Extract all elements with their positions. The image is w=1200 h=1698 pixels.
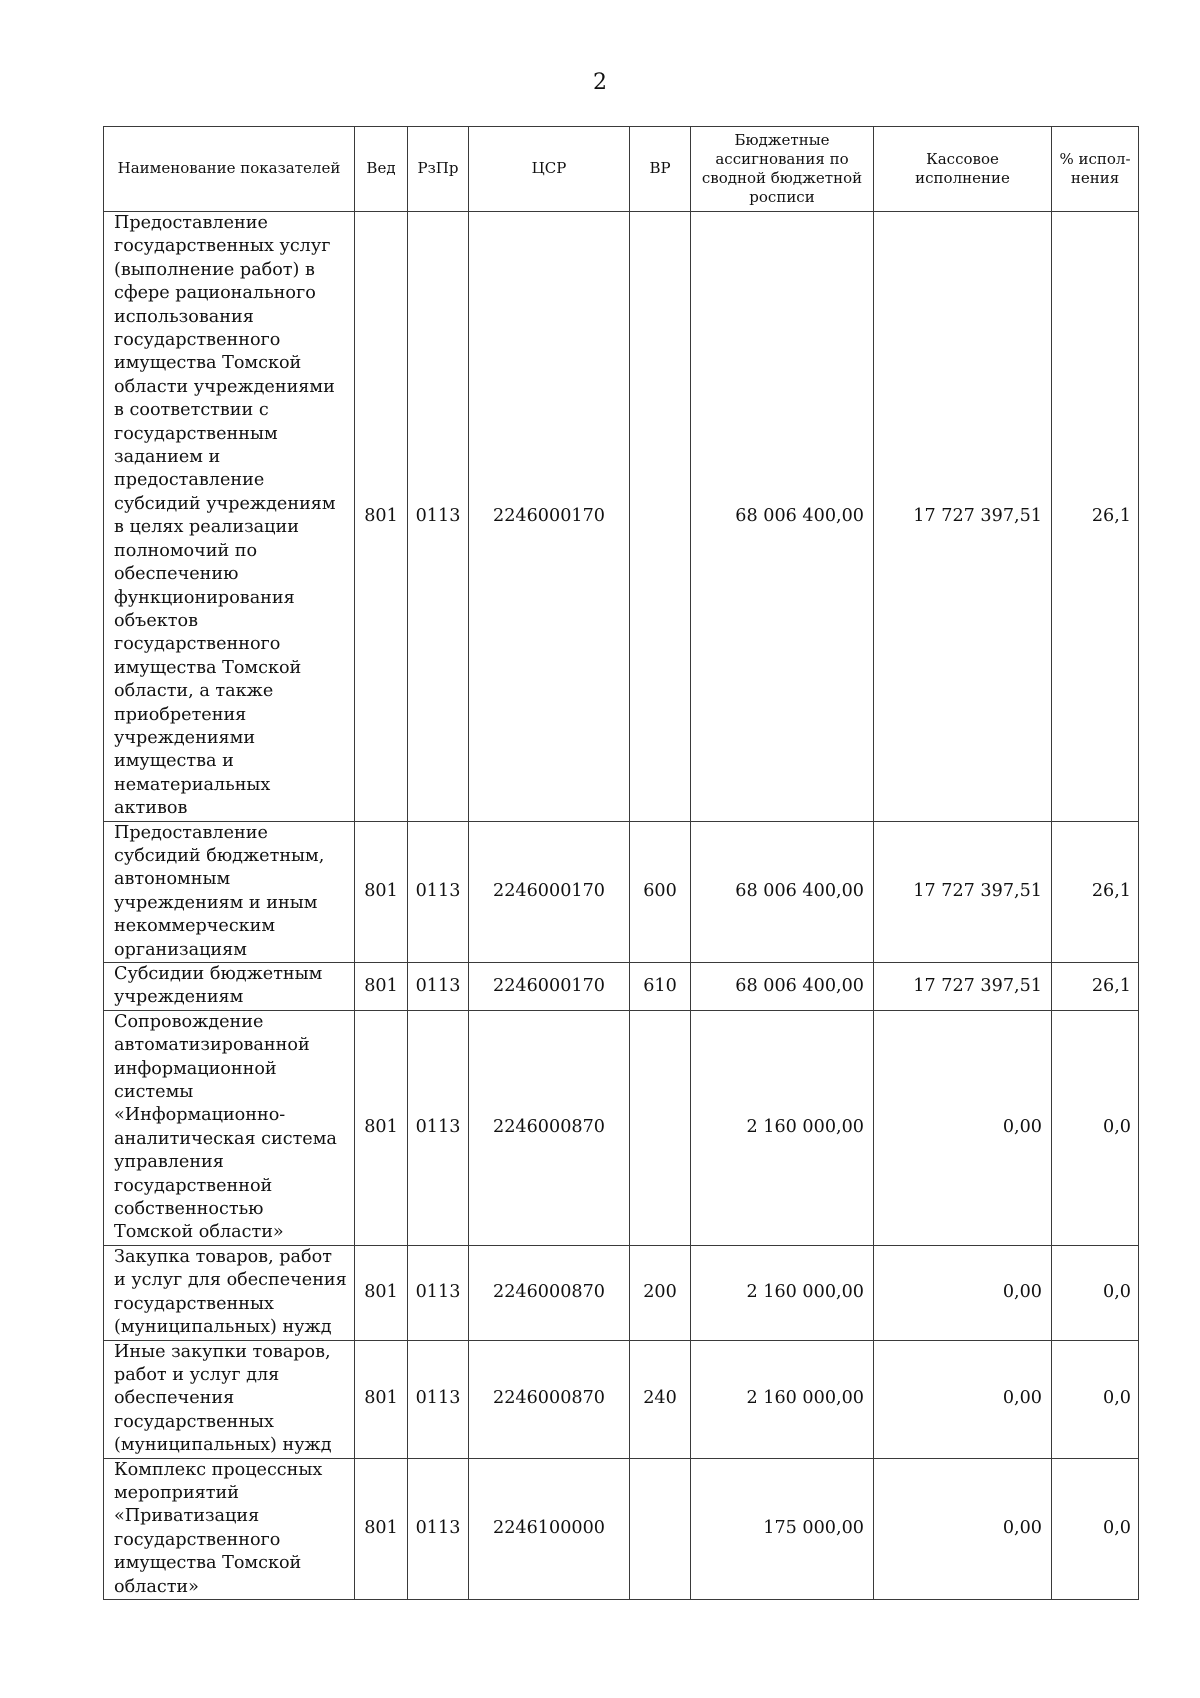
row-percent: 0,0 (1052, 1458, 1139, 1599)
row-csr: 2246000870 (469, 1340, 630, 1458)
row-rzpr: 0113 (408, 1245, 469, 1340)
row-name: Субсидии бюджетным учреждениям (104, 963, 355, 1011)
row-vr: 600 (630, 821, 691, 962)
row-rzpr: 0113 (408, 212, 469, 822)
header-name: Наименование показателей (104, 127, 355, 212)
row-name: Закупка товаров, работ и услуг для обеспечения государственных (муниципальных) нужд (104, 1245, 355, 1340)
header-rzpr: РзПр (408, 127, 469, 212)
row-rzpr: 0113 (408, 1458, 469, 1599)
table-row (104, 821, 1139, 962)
row-ved: 801 (355, 1340, 408, 1458)
row-vr (630, 1458, 691, 1599)
page-number: 2 (593, 70, 607, 95)
row-rzpr: 0113 (408, 821, 469, 962)
header-percent: % испол-нения (1052, 127, 1139, 212)
row-ved: 801 (355, 821, 408, 962)
row-ved: 801 (355, 963, 408, 1011)
row-vr (630, 1010, 691, 1245)
header-ved: Вед (355, 127, 408, 212)
row-csr: 2246000170 (469, 963, 630, 1011)
row-csr: 2246100000 (469, 1458, 630, 1599)
row-name: Предоставление субсидий бюджетным, автономным учреждениям и иным некоммерческим организациям (104, 821, 355, 962)
row-budget: 175 000,00 (691, 1458, 874, 1599)
row-budget: 68 006 400,00 (691, 212, 874, 822)
row-percent: 0,0 (1052, 1010, 1139, 1245)
row-cash: 0,00 (874, 1245, 1052, 1340)
row-cash: 0,00 (874, 1010, 1052, 1245)
row-percent: 0,0 (1052, 1340, 1139, 1458)
table-row (104, 1458, 1139, 1599)
budget-execution-table (103, 126, 1139, 1600)
row-name: Сопровождение автоматизированной информационной системы «Информационно-аналитическая система управления государственной собственностью Томской области» (104, 1010, 355, 1245)
header-csr: ЦСР (469, 127, 630, 212)
row-percent: 0,0 (1052, 1245, 1139, 1340)
row-rzpr: 0113 (408, 1340, 469, 1458)
row-cash: 17 727 397,51 (874, 821, 1052, 962)
row-percent: 26,1 (1052, 212, 1139, 822)
row-budget: 68 006 400,00 (691, 963, 874, 1011)
table-row (104, 212, 1139, 822)
header-budget: Бюджетные ассигнования по сводной бюджетной росписи (691, 127, 874, 212)
row-percent: 26,1 (1052, 821, 1139, 962)
row-vr: 200 (630, 1245, 691, 1340)
row-name: Комплекс процессных мероприятий «Приватизация государственного имущества Томской области» (104, 1458, 355, 1599)
row-csr: 2246000170 (469, 821, 630, 962)
row-csr: 2246000170 (469, 212, 630, 822)
row-ved: 801 (355, 1245, 408, 1340)
header-vr: ВР (630, 127, 691, 212)
table-row (104, 1010, 1139, 1245)
row-budget: 2 160 000,00 (691, 1245, 874, 1340)
row-vr: 240 (630, 1340, 691, 1458)
row-percent: 26,1 (1052, 963, 1139, 1011)
row-vr: 610 (630, 963, 691, 1011)
row-cash: 17 727 397,51 (874, 212, 1052, 822)
row-budget: 68 006 400,00 (691, 821, 874, 962)
row-budget: 2 160 000,00 (691, 1010, 874, 1245)
row-name: Иные закупки товаров, работ и услуг для обеспечения государственных (муниципальных) нужд (104, 1340, 355, 1458)
table-row (104, 1245, 1139, 1340)
row-vr (630, 212, 691, 822)
table-row (104, 1340, 1139, 1458)
row-csr: 2246000870 (469, 1245, 630, 1340)
row-ved: 801 (355, 1458, 408, 1599)
row-cash: 0,00 (874, 1340, 1052, 1458)
row-ved: 801 (355, 1010, 408, 1245)
row-cash: 0,00 (874, 1458, 1052, 1599)
header-cash: Кассовое исполнение (874, 127, 1052, 212)
row-budget: 2 160 000,00 (691, 1340, 874, 1458)
row-rzpr: 0113 (408, 963, 469, 1011)
table-header-row (104, 127, 1139, 212)
row-csr: 2246000870 (469, 1010, 630, 1245)
row-cash: 17 727 397,51 (874, 963, 1052, 1011)
row-name: Предоставление государственных услуг (выполнение работ) в сфере рационального использования государственного имущества Томской области учреждениями в соответствии с государственным заданием и предоставление субсидий учреждениям в целях реализации полномочий по обеспечению функционирования объектов государственного имущества Томской области, а также приобретения учреждениями имущества и нематериальных активов (104, 212, 355, 822)
row-rzpr: 0113 (408, 1010, 469, 1245)
table-row (104, 963, 1139, 1011)
row-ved: 801 (355, 212, 408, 822)
